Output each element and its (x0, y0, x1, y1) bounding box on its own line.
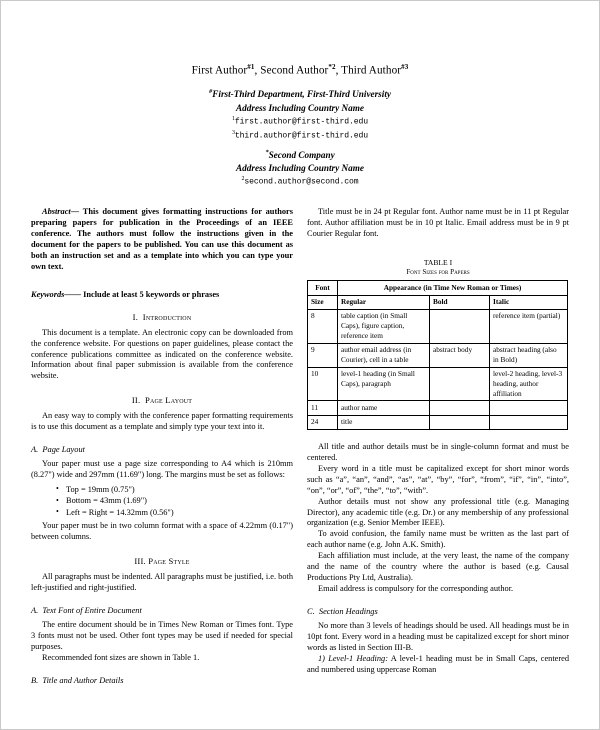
author-3-superscript: #3 (401, 63, 409, 71)
affiliation-1-address: Address Including Country Name (236, 102, 364, 113)
column-header-size: Size (308, 295, 338, 309)
title-capitalization-paragraph: Every word in a title must be capitalized except for short minor words such as “a”, “an”, “and”, “as”, “at”, “by”, “for”, “from”, “if”, “in”, “into”, “on”, “or”, “of”, “the”, “to”, “with”. (307, 463, 569, 495)
column-header-bold: Bold (430, 295, 490, 309)
email-2-address: third.author@first-third.edu (234, 131, 369, 141)
author-1-name: First Author (191, 64, 248, 77)
cell-italic (490, 415, 568, 429)
author-2-superscript: *2 (328, 63, 336, 71)
affiliation-2-line-1 (61, 148, 539, 162)
section-heading-page-layout (31, 395, 293, 405)
author-separator-2: , (335, 64, 342, 77)
authors-line (61, 63, 539, 78)
subsection-heading-section-headings (307, 607, 569, 616)
cell-italic: reference item (partial) (490, 309, 568, 343)
author-1-superscript: #1 (247, 63, 255, 71)
subsection-heading-text-font (31, 606, 293, 615)
abstract-lead-label: Abstract— (42, 207, 80, 217)
section-2-title: Page Layout (145, 395, 193, 406)
cell-regular: author email address (in Courier), cell in a table (338, 343, 430, 367)
table-1-caption (307, 258, 569, 277)
introduction-paragraph: This document is a template. An electronic copy can be downloaded from the conference website. For questions on paper guidelines, please contact the conference publications committee as indicated on the conference website. Information about final paper submission is available from the conference website. (31, 327, 293, 381)
column-header-font: Font (308, 281, 338, 295)
table-body (308, 309, 568, 429)
cell-bold (430, 309, 490, 343)
level-1-heading-label: 1) Level-1 Heading: (318, 653, 388, 663)
keywords-lead-label: Keywords—— (31, 289, 82, 299)
affiliation-2-company: Second Company (268, 149, 335, 160)
email-compulsory-paragraph: Email address is compulsory for the corresponding author. (318, 583, 514, 593)
author-3-name: Third Author (341, 64, 402, 77)
margin-bullet-list (31, 484, 293, 519)
table-1-wrapper (307, 258, 569, 430)
subsection-3c-title: Section Headings (318, 606, 378, 616)
list-item: • Bottom = 43mm (1.69") (66, 495, 293, 507)
section-1-title: Introduction (142, 311, 192, 322)
abstract-text: This document gives formatting instructions for authors preparing papers for publication in the Proceedings of an IEEE conference. The authors must follow the instructions given in the document for the papers to be published. You can use this document as both an instruction set and as a template into which you can type your own text. (31, 207, 293, 271)
email-1-marker: 1 (231, 115, 235, 122)
cell-size: 10 (308, 367, 338, 401)
section-1-numeral: I. (132, 311, 139, 322)
affiliation-2-marker: * (265, 148, 269, 156)
list-item: • Top = 19mm (0.75") (66, 484, 293, 496)
cell-italic: abstract heading (also in Bold) (490, 343, 568, 367)
author-2-name: Second Author (260, 64, 329, 77)
subsection-3a-label: A. (31, 606, 39, 616)
recommended-font-sizes-paragraph: Recommended font sizes are shown in Table 1. (42, 652, 200, 662)
table-header (308, 281, 568, 310)
page-style-paragraph: All paragraphs must be indented. All paragraphs must be justified, i.e. both left-justified and right-justified. (31, 572, 293, 593)
author-details-paragraph: Author details must not show any professional title (e.g. Managing Director), any academic title (e.g. Dr.) or any membership of any professional organization (e.g. Senior Member IEEE). (307, 496, 569, 528)
subsection-3c-label: C. (307, 606, 315, 616)
affiliation-2-address: Address Including Country Name (236, 162, 364, 173)
table-header-row-2 (308, 295, 568, 309)
keywords-text: Include at least 5 keywords or phrases (81, 289, 220, 299)
column-header-regular: Regular (338, 295, 430, 309)
table-header-row-1 (308, 281, 568, 295)
paper-sheet (1, 1, 599, 729)
section-3-title: Page Style (148, 556, 190, 567)
section-heading-page-style (31, 556, 293, 566)
email-line-3 (61, 175, 539, 189)
section-heading-introduction (31, 312, 293, 322)
table-row (308, 309, 568, 343)
heading-levels-paragraph: No more than 3 levels of headings should be used. All headings must be in 10pt font. Every word in a heading must be capitalized except for short minor words as listed in Section III-B. (307, 620, 569, 652)
cell-size: 24 (308, 415, 338, 429)
cell-regular: title (338, 415, 430, 429)
right-column (307, 207, 569, 675)
subsection-heading-page-layout (31, 445, 293, 454)
affiliation-1-department: First-Third Department, First-Third University (212, 89, 391, 100)
text-font-paragraph: The entire document should be in Times New Roman or Times font. Type 3 fonts must not be used. Other font types may be used if needed for special purposes. (31, 620, 293, 652)
table-row (308, 343, 568, 367)
cell-italic: level-2 heading, level-3 heading, author affiliation (490, 367, 568, 401)
subsection-2a-label: A. (31, 445, 39, 455)
level-1-heading-paragraph (307, 654, 569, 676)
column-header-italic: Italic (490, 295, 568, 309)
table-1-number: TABLE I (423, 257, 453, 267)
section-3-numeral: III. (134, 556, 146, 567)
abstract-paragraph (31, 207, 293, 273)
table-row (308, 367, 568, 401)
email-line-2 (61, 129, 539, 143)
table-row (308, 415, 568, 429)
title-font-paragraph: Title must be in 24 pt Regular font. Author name must be in 11 pt Regular font. Author affiliation must be in 10 pt Italic. Email address must be in 9 pt Courier Regular font. (307, 207, 569, 238)
two-column-format-paragraph: Your paper must be in two column format with a space of 4.22mm (0.17") between columns. (31, 521, 293, 542)
email-3-marker: 2 (241, 176, 245, 183)
cell-size: 11 (308, 401, 338, 415)
table-row (308, 401, 568, 415)
affiliation-1-line-1 (61, 87, 539, 101)
cell-size: 8 (308, 309, 338, 343)
cell-bold (430, 367, 490, 401)
column-header-appearance: Appearance (in Time New Roman or Times) (338, 281, 568, 295)
cell-regular: level-1 heading (in Small Caps), paragraph (338, 367, 430, 401)
left-column (31, 207, 293, 690)
cell-regular: table caption (in Small Caps), figure caption, reference item (338, 309, 430, 343)
list-item: • Left = Right = 14.32mm (0.56") (66, 507, 293, 519)
keywords-paragraph (31, 290, 293, 299)
author-separator-1: , (254, 64, 261, 77)
cell-italic (490, 401, 568, 415)
single-column-format-paragraph: All title and author details must be in single-column format and must be centered. (307, 441, 569, 462)
cell-bold: abstract body (430, 343, 490, 367)
subsection-heading-title-author-details (31, 676, 293, 685)
page-layout-paragraph: An easy way to comply with the conference paper formatting requirements is to use this document as a template and simply type your text into it. (31, 411, 293, 432)
page-size-paragraph: Your paper must use a page size corresponding to A4 which is 210mm (8.27") wide and 297mm (11.69") long. The margins must be set as follows: (31, 459, 293, 480)
subsection-3b-label: B. (31, 675, 39, 685)
table-1-title: Font Sizes for Papers (406, 267, 470, 276)
affiliation-1-marker: # (209, 88, 213, 96)
section-2-numeral: II. (131, 395, 141, 406)
two-column-body (1, 189, 599, 690)
level-1-heading-text: A level-1 heading must be in Small Caps, centered and numbered using uppercase Roman (307, 653, 569, 674)
family-name-paragraph: To avoid confusion, the family name must be written as the last part of each author name (e.g. John A.K. Smith). (307, 529, 569, 550)
subsection-2a-title: Page Layout (42, 445, 85, 455)
cell-bold (430, 401, 490, 415)
email-line-1 (61, 115, 539, 129)
email-2-marker: 3 (231, 129, 235, 136)
subsection-3a-title: Text Font of Entire Document (42, 606, 142, 616)
cell-regular: author name (338, 401, 430, 415)
email-3-address: second.author@second.com (244, 178, 359, 188)
cell-size: 9 (308, 343, 338, 367)
email-1-address: first.author@first-third.edu (234, 117, 369, 127)
cell-bold (430, 415, 490, 429)
affiliation-requirements-paragraph: Each affiliation must include, at the very least, the name of the company and the name of the country where the author is based (e.g. Causal Productions Pty Ltd, Australia). (307, 551, 569, 583)
author-header-block (1, 1, 599, 189)
subsection-3b-title: Title and Author Details (42, 675, 124, 685)
font-sizes-table (307, 280, 568, 430)
